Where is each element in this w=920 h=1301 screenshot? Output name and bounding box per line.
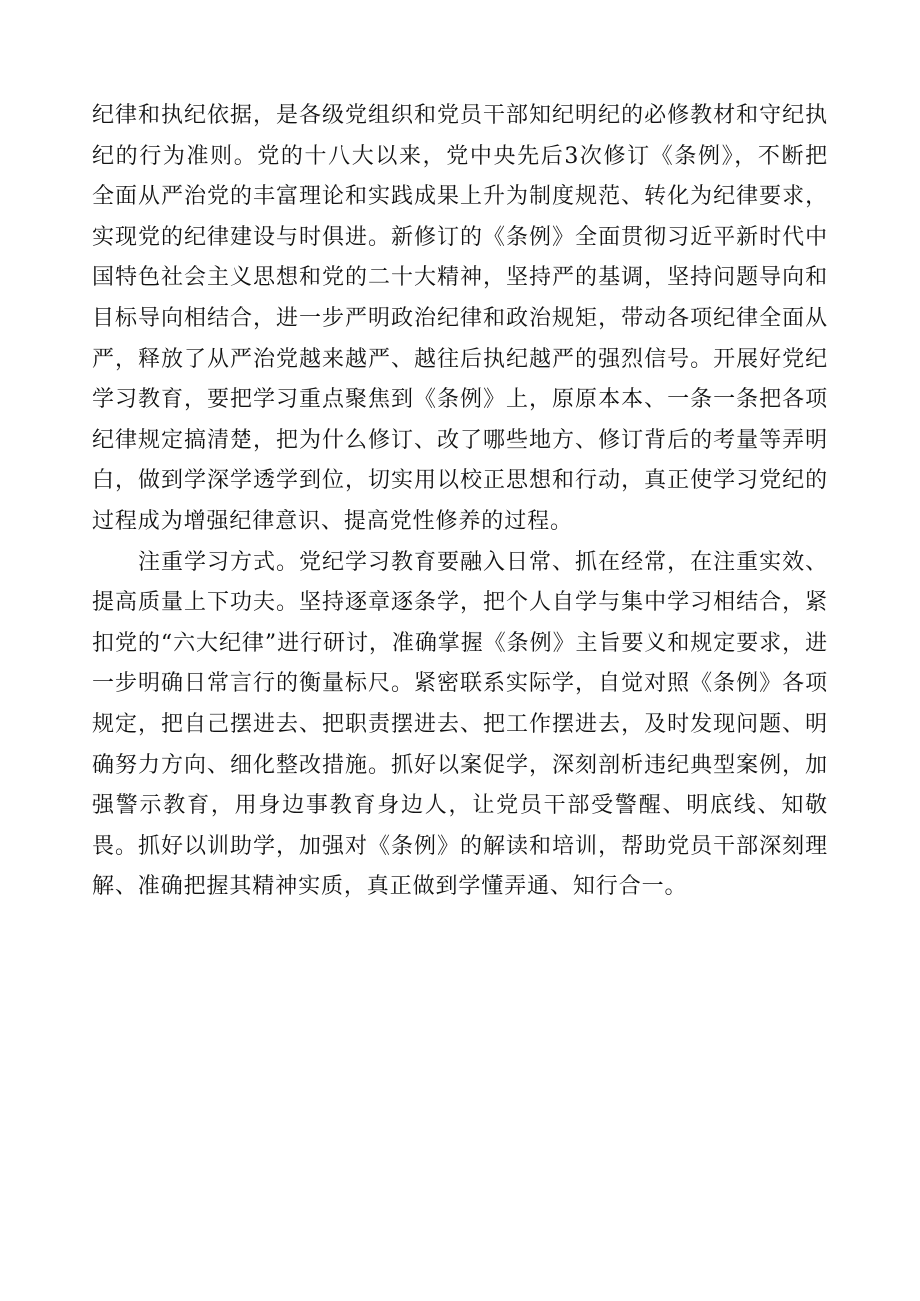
- paragraph-continued: 纪律和执纪依据，是各级党组织和党员干部知纪明纪的必修教材和守纪执纪的行为准则。党的十八大以来，党中央先后3次修订《条例》，不断把全面从严治党的丰富理论和实践成果上升为制度规范、转化为纪律要求，实现党的纪律建设与时俱进。新修订的《条例》全面贯彻习近平新时代中国特色社会主义思想和党的二十大精神，坚持严的基调，坚持问题导向和目标导向相结合，进一步严明政治纪律和政治规矩，带动各项纪律全面从严，释放了从严治党越来越严、越往后执纪越严的强烈信号。开展好党纪学习教育，要把学习重点聚焦到《条例》上，原原本本、一条一条把各项纪律规定搞清楚，把为什么修订、改了哪些地方、修订背后的考量等弄明白，做到学深学透学到位，切实用以校正思想和行动，真正使学习党纪的过程成为增强纪律意识、提高党性修养的过程。: [92, 103, 828, 534]
- paragraph-study-methods: 注重学习方式。党纪学习教育要融入日常、抓在经常，在注重实效、提高质量上下功夫。坚持逐章逐条学，把个人自学与集中学习相结合，紧扣党的“六大纪律”进行研讨，准确掌握《条例》主旨要义和规定要求，进一步明确日常言行的衡量标尺。紧密联系实际学，自觉对照《条例》各项规定，把自己摆进去、把职责摆进去、把工作摆进去，及时发现问题、明确努力方向、细化整改措施。抓好以案促学，深刻剖析违纪典型案例，加强警示教育，用身边事教育身边人，让党员干部受警醒、明底线、知敬畏。抓好以训助学，加强对《条例》的解读和培训，帮助党员干部深刻理解、准确把握其精神实质，真正做到学懂弄通、知行合一。: [92, 549, 828, 900]
- document-body: [92, 96, 828, 908]
